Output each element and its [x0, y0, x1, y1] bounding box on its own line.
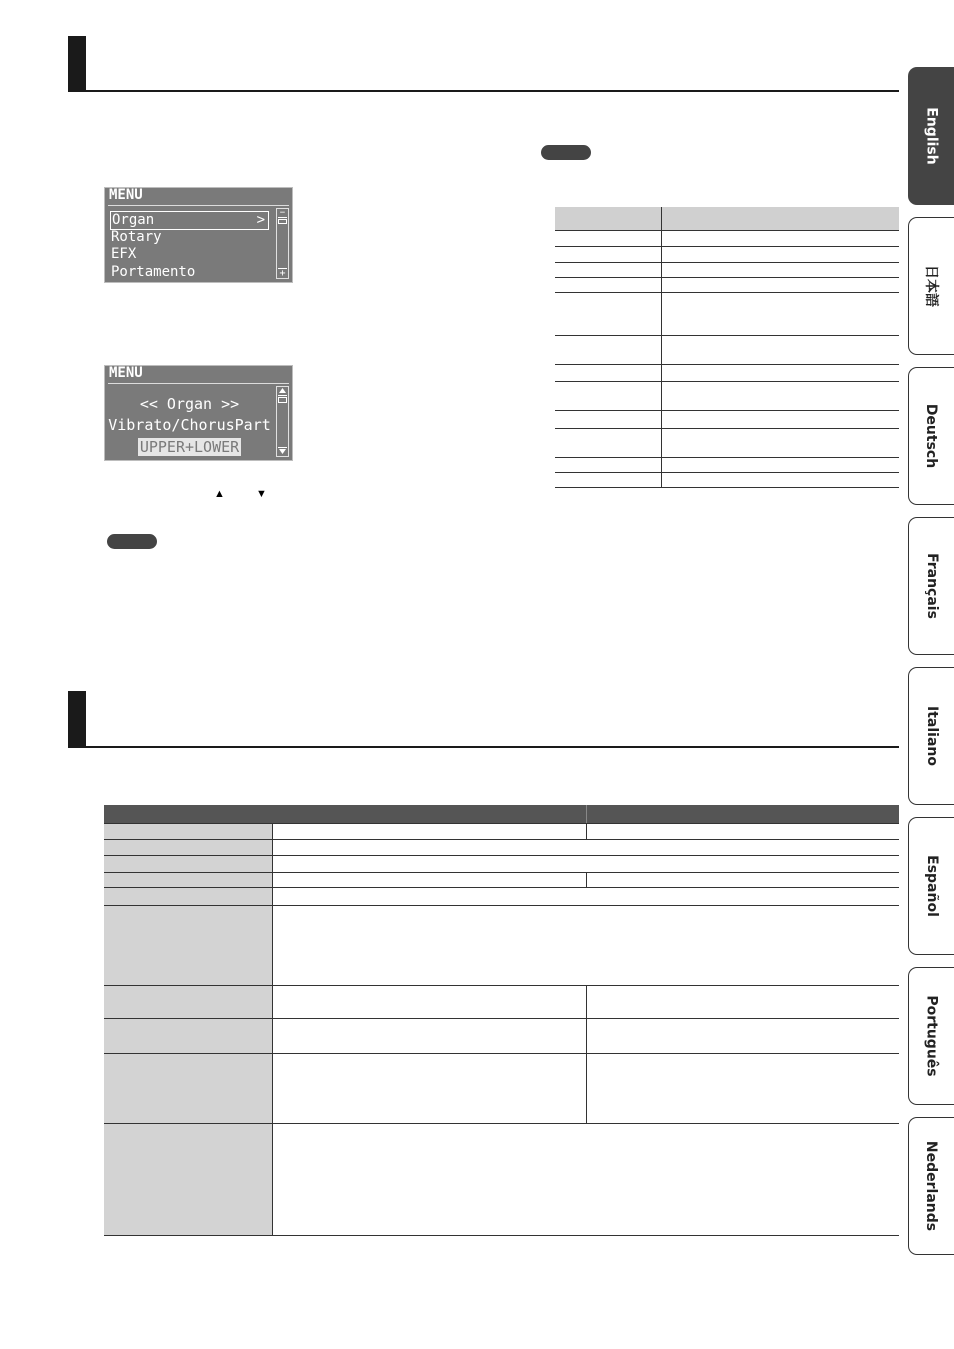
table-row [104, 839, 899, 855]
table-row [555, 428, 899, 457]
section-1-marker [68, 36, 86, 92]
tab-nederlands[interactable] [908, 1117, 954, 1255]
memo-badge [541, 145, 591, 160]
tab-label: Italiano [923, 706, 940, 766]
table-row [555, 410, 899, 428]
table-row [104, 855, 899, 872]
lcd-title: MENU [109, 365, 143, 381]
table-row [555, 230, 899, 246]
table-row [555, 292, 899, 335]
tab-francais[interactable] [908, 517, 954, 655]
table-header [555, 207, 899, 230]
table-row [555, 246, 899, 262]
scroll-up-icon [278, 387, 287, 396]
table-row [555, 364, 899, 381]
table-row [104, 1053, 899, 1123]
lcd-menu-list [104, 187, 293, 283]
lcd-item-efx: EFX [111, 246, 137, 262]
lcd-item-rotary: Rotary [111, 229, 162, 245]
tab-label: Português [923, 995, 940, 1077]
tab-label: 日本語 [922, 265, 939, 307]
lcd-item-portamento: Portamento [111, 264, 196, 280]
lcd-scrollbar [276, 386, 289, 457]
lcd-item-organ [110, 211, 269, 230]
table-header [104, 805, 899, 823]
table-row [104, 823, 899, 839]
lcd-item-label: Organ [112, 212, 155, 228]
chevron-right-icon: > [256, 212, 265, 228]
tab-label: Deutsch [923, 403, 940, 469]
table-row [104, 872, 899, 887]
tab-italiano[interactable] [908, 667, 954, 805]
lcd-category: << Organ >> [139, 395, 240, 413]
table-row [104, 1018, 899, 1053]
tab-label: Español [923, 855, 940, 917]
parameter-table [555, 207, 899, 488]
lcd-divider [108, 205, 289, 206]
tab-label: Nederlands [923, 1140, 940, 1232]
table-row [555, 262, 899, 277]
lcd-title: MENU [109, 187, 143, 203]
table-row [555, 381, 899, 410]
tab-label: Français [923, 553, 940, 619]
lcd-param-value: UPPER+LOWER [139, 438, 240, 456]
tab-english[interactable] [908, 67, 954, 205]
cursor-arrows-icon: ▲ ▼ [214, 488, 281, 500]
scroll-plus-icon: + [279, 268, 286, 279]
spec-table [104, 805, 899, 1236]
lcd-param-name: Vibrato/ChorusPart [108, 416, 271, 434]
tab-portugues[interactable] [908, 967, 954, 1105]
lcd-scrollbar [276, 208, 289, 279]
table-row [555, 472, 899, 487]
tab-deutsch[interactable] [908, 367, 954, 505]
scroll-thumb [278, 397, 287, 403]
memo-badge [107, 534, 157, 549]
scroll-thumb [278, 219, 287, 224]
section-2-rule [68, 746, 899, 748]
lcd-menu-param [104, 365, 293, 461]
section-1-rule [68, 90, 899, 92]
table-row [555, 335, 899, 364]
section-2-marker [68, 691, 86, 747]
table-row [555, 457, 899, 472]
scroll-minus-icon: − [279, 208, 286, 218]
tab-japanese[interactable] [908, 217, 954, 355]
scroll-down-icon [278, 447, 287, 456]
table-row [104, 905, 899, 985]
table-row [104, 985, 899, 1018]
table-row [104, 1123, 899, 1235]
tab-label: English [923, 107, 940, 165]
tab-espanol[interactable] [908, 817, 954, 955]
table-row [104, 887, 899, 905]
table-row [555, 277, 899, 292]
lcd-divider [108, 383, 289, 384]
